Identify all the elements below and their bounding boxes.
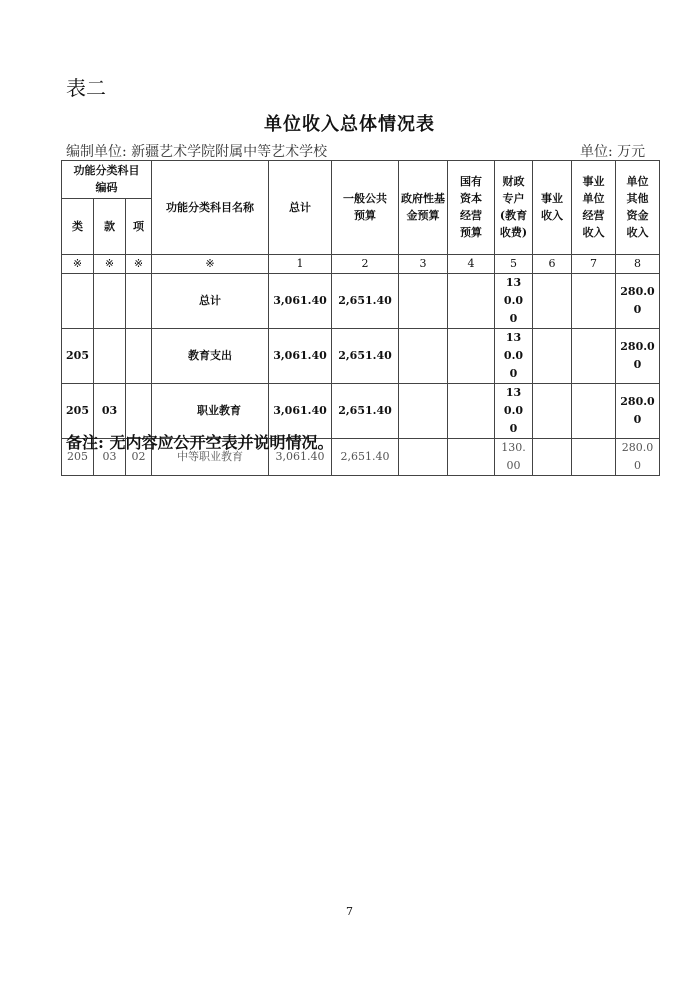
index-cell: 7 <box>572 255 616 274</box>
row-fiscal: 130.00 <box>495 274 533 329</box>
header-lei: 类 <box>62 199 94 255</box>
row-business <box>533 329 572 384</box>
row-business <box>533 274 572 329</box>
row-lei: 205 <box>62 439 94 476</box>
header-func-code: 功能分类科目编码 <box>62 161 152 199</box>
header-kuan: 款 <box>94 199 126 255</box>
header-other-income: 单位其他资金收入 <box>616 161 660 255</box>
index-cell: ※ <box>152 255 269 274</box>
row-name: 总计 <box>152 274 269 329</box>
row-gov <box>399 384 448 439</box>
index-cell: 8 <box>616 255 660 274</box>
index-cell: ※ <box>126 255 152 274</box>
row-lei: 205 <box>62 384 94 439</box>
header-xiang: 项 <box>126 199 152 255</box>
index-cell: 2 <box>332 255 399 274</box>
row-business <box>533 439 572 476</box>
row-gov <box>399 329 448 384</box>
row-lei <box>62 274 94 329</box>
header-unit-operating: 事业单位经营收入 <box>572 161 616 255</box>
row-general: 2,651.40 <box>332 274 399 329</box>
row-kuan: 03 <box>94 384 126 439</box>
row-xiang: 02 <box>126 439 152 476</box>
row-gov <box>399 439 448 476</box>
header-fiscal-special: 财政专户(教育收费) <box>495 161 533 255</box>
row-other: 280.00 <box>616 274 660 329</box>
header-state-capital: 国有资本经营预算 <box>448 161 495 255</box>
row-xiang <box>126 329 152 384</box>
row-fiscal: 130.00 <box>495 439 533 476</box>
header-gov-fund: 政府性基金预算 <box>399 161 448 255</box>
row-name: 中等职业教育 <box>152 439 269 476</box>
row-general: 2,651.40 <box>332 439 399 476</box>
row-state <box>448 329 495 384</box>
row-total: 3,061.40 <box>269 329 332 384</box>
row-state <box>448 439 495 476</box>
row-general: 2,651.40 <box>332 329 399 384</box>
row-state <box>448 274 495 329</box>
row-xiang <box>126 274 152 329</box>
index-cell: 6 <box>533 255 572 274</box>
header-business-income: 事业收入 <box>533 161 572 255</box>
document-title: 单位收入总体情况表 <box>264 114 435 135</box>
page-number: 7 <box>346 905 353 918</box>
row-fiscal: 130.00 <box>495 329 533 384</box>
row-business <box>533 384 572 439</box>
remark-note: 备注: 无内容应公开空表并说明情况。 <box>66 433 334 452</box>
row-name: 职业教育 <box>152 384 269 439</box>
row-kuan: 03 <box>94 439 126 476</box>
income-summary-table <box>61 160 660 476</box>
row-other: 280.00 <box>616 384 660 439</box>
row-kuan <box>94 274 126 329</box>
row-total: 3,061.40 <box>269 439 332 476</box>
row-gov <box>399 274 448 329</box>
row-general: 2,651.40 <box>332 384 399 439</box>
organization-label: 编制单位: 新疆艺术学院附属中等艺术学校 <box>66 144 328 160</box>
index-cell: 4 <box>448 255 495 274</box>
index-row <box>62 255 660 274</box>
row-total: 3,061.40 <box>269 274 332 329</box>
index-cell: ※ <box>94 255 126 274</box>
index-cell: 5 <box>495 255 533 274</box>
row-operating <box>572 384 616 439</box>
row-total: 3,061.40 <box>269 384 332 439</box>
row-fiscal: 130.00 <box>495 384 533 439</box>
row-state <box>448 384 495 439</box>
index-cell: 3 <box>399 255 448 274</box>
row-kuan <box>94 329 126 384</box>
header-func-name: 功能分类科目名称 <box>152 161 269 255</box>
row-other: 280.00 <box>616 329 660 384</box>
header-total: 总计 <box>269 161 332 255</box>
index-cell: ※ <box>62 255 94 274</box>
row-name: 教育支出 <box>152 329 269 384</box>
table-number-label: 表二 <box>66 76 106 100</box>
table-row <box>62 329 660 384</box>
header-general-budget: 一般公共预算 <box>332 161 399 255</box>
row-lei: 205 <box>62 329 94 384</box>
index-cell: 1 <box>269 255 332 274</box>
table-row <box>62 274 660 329</box>
row-other: 280.00 <box>616 439 660 476</box>
row-operating <box>572 439 616 476</box>
unit-label: 单位: 万元 <box>580 144 646 160</box>
row-operating <box>572 274 616 329</box>
row-operating <box>572 329 616 384</box>
